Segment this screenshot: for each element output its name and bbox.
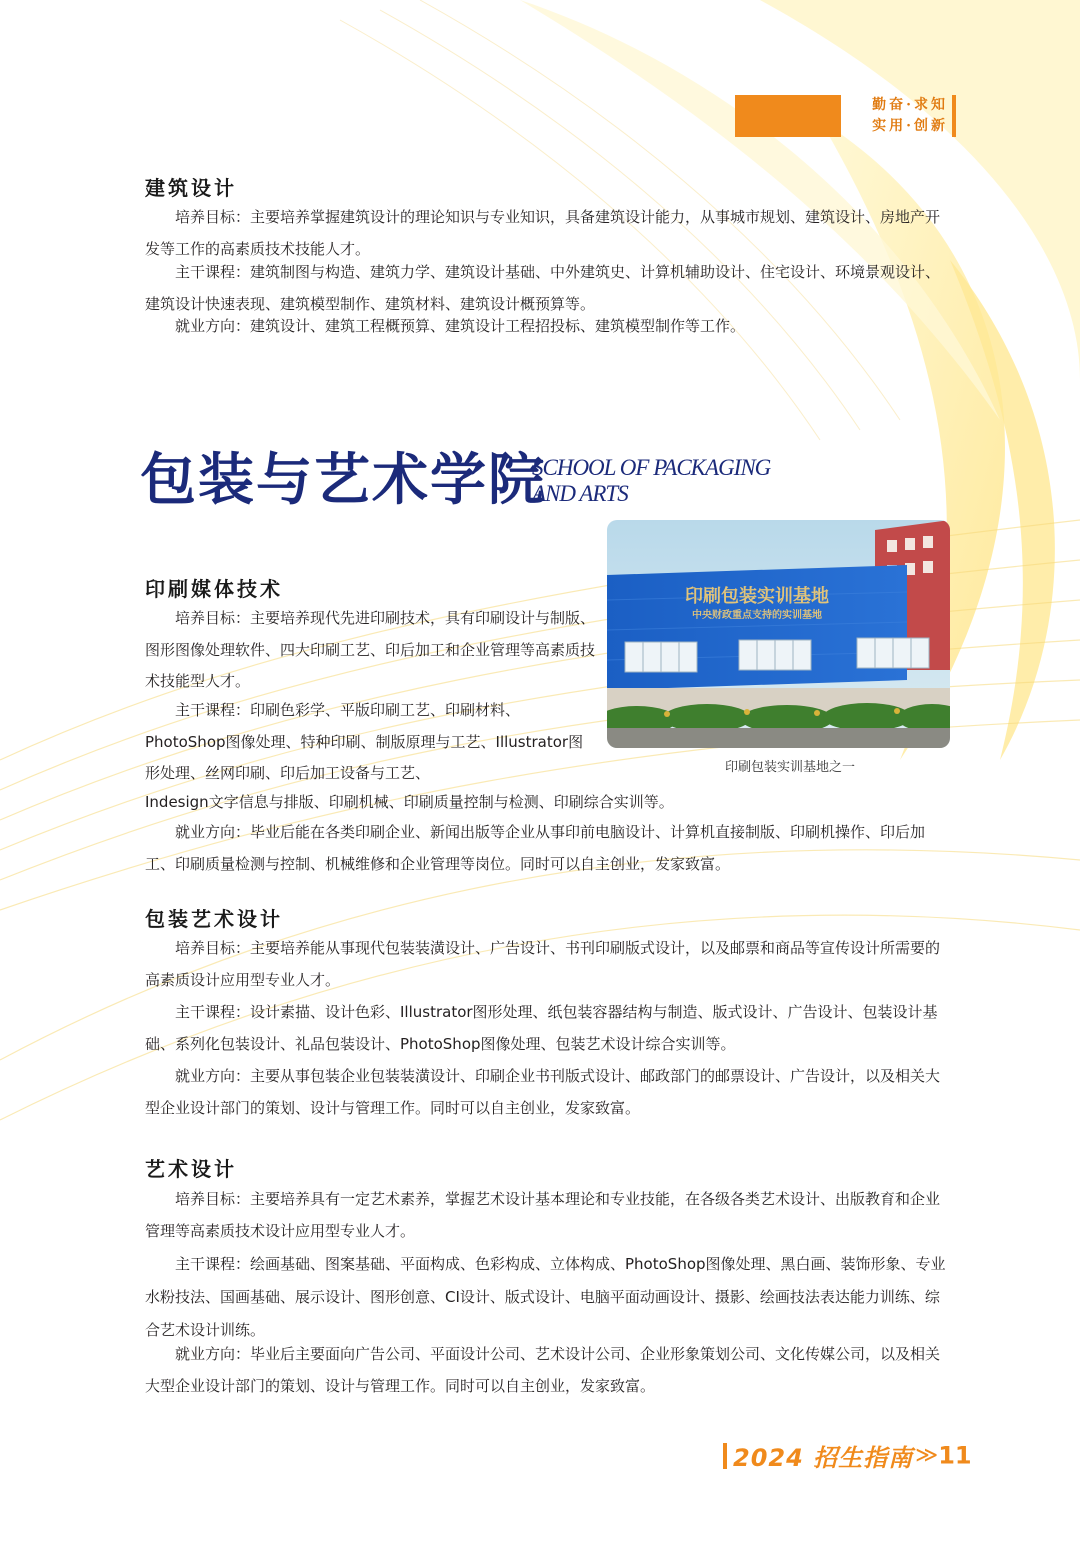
sign-line-1: 印刷包装实训基地 xyxy=(685,586,829,607)
section-heading-print-media: 印刷媒体技术 xyxy=(145,577,283,601)
motto-line-2: 实用·创新 xyxy=(872,118,948,134)
school-title-english-line-2: AND ARTS xyxy=(532,481,628,506)
header-accent-bar xyxy=(735,95,841,137)
architecture-career: 就业方向：建筑设计、建筑工程概预算、建筑设计工程招投标、建筑模型制作等工作。 xyxy=(175,317,746,335)
art-design-goal: 培养目标：主要培养具有一定艺术素养，掌握艺术设计基本理论和专业技能，在各级各类艺术设计、出版教育和企业管理等高素质技术设计应用型专业人才。 xyxy=(145,1190,941,1240)
section-heading-architecture: 建筑设计 xyxy=(145,176,237,200)
double-chevron-icon: ≫ xyxy=(915,1443,939,1468)
school-title-english-line-1: SCHOOL OF PACKAGING xyxy=(532,455,771,480)
section-heading-art-design: 艺术设计 xyxy=(145,1157,237,1181)
sign-text xyxy=(685,585,829,621)
print-media-courses-part-1: 主干课程：印刷色彩学、平版印刷工艺、印刷材料、PhotoShop图像处理、特种印刷、制版原理与工艺、Illustrator图形处理、丝网印刷、印后加工设备与工艺、 xyxy=(145,701,584,782)
header-accent-rule xyxy=(952,95,956,137)
packaging-design-career: 就业方向：主要从事包装企业包装装潢设计、印刷企业书刊版式设计、邮政部门的邮票设计、广告设计，以及相关大型企业设计部门的策划、设计与管理工作。同时可以自主创业，发家致富。 xyxy=(145,1067,941,1117)
page-footer xyxy=(723,1438,972,1472)
motto xyxy=(852,95,948,137)
section-heading-packaging-design: 包装艺术设计 xyxy=(145,907,283,931)
training-base-photo xyxy=(607,520,950,748)
photo-caption: 印刷包装实训基地之一 xyxy=(724,760,855,775)
packaging-design-courses: 主干课程：设计素描、设计色彩、Illustrator图形处理、纸包装容器结构与制造、版式设计、广告设计、包装设计基础、系列化包装设计、礼品包装设计、PhotoShop图像处理、包装艺术设计综合实训等。 xyxy=(145,1003,938,1053)
art-design-courses: 主干课程：绘画基础、图案基础、平面构成、色彩构成、立体构成、PhotoShop图像处理、黑白画、装饰形象、专业水粉技法、国画基础、展示设计、图形创意、CI设计、版式设计、电脑平面动画设计、摄影、绘画技法表达能力训练、综合艺术设计训练。 xyxy=(145,1255,946,1339)
page-number: 11 xyxy=(938,1441,972,1470)
print-media-goal: 培养目标：主要培养现代先进印刷技术，具有印刷设计与制版、图形图像处理软件、四大印刷工艺、印后加工和企业管理等高素质技术技能型人才。 xyxy=(145,609,596,690)
footer-accent-rule xyxy=(723,1443,727,1469)
school-title: 包装与艺术学院 xyxy=(140,447,546,513)
school-title-english xyxy=(532,455,792,507)
architecture-courses: 主干课程：建筑制图与构造、建筑力学、建筑设计基础、中外建筑史、计算机辅助设计、住宅设计、环境景观设计、建筑设计快速表现、建筑模型制作、建筑材料、建筑设计概预算等。 xyxy=(145,263,941,313)
sign-line-2: 中央财政重点支持的实训基地 xyxy=(692,610,822,621)
art-design-career: 就业方向：毕业后主要面向广告公司、平面设计公司、艺术设计公司、企业形象策划公司、文化传媒公司，以及相关大型企业设计部门的策划、设计与管理工作。同时可以自主创业，发家致富。 xyxy=(145,1345,941,1395)
packaging-design-goal: 培养目标：主要培养能从事现代包装装潢设计、广告设计、书刊印刷版式设计，以及邮票和商品等宣传设计所需要的高素质设计应用型专业人才。 xyxy=(145,939,941,989)
print-media-courses-part-2: Indesign文字信息与排版、印刷机械、印刷质量控制与检测、印刷综合实训等。 xyxy=(145,793,674,811)
motto-line-1: 勤奋·求知 xyxy=(872,97,948,113)
architecture-goal: 培养目标：主要培养掌握建筑设计的理论知识与专业知识，具备建筑设计能力，从事城市规划、建筑设计、房地产开发等工作的高素质技术技能人才。 xyxy=(145,208,941,258)
footer-title: 2024 招生指南 xyxy=(733,1444,914,1472)
print-media-career: 就业方向：毕业后能在各类印刷企业、新闻出版等企业从事印前电脑设计、计算机直接制版、印刷机操作、印后加工、印刷质量检测与控制、机械维修和企业管理等岗位。同时可以自主创业，发家致富。 xyxy=(145,823,926,873)
